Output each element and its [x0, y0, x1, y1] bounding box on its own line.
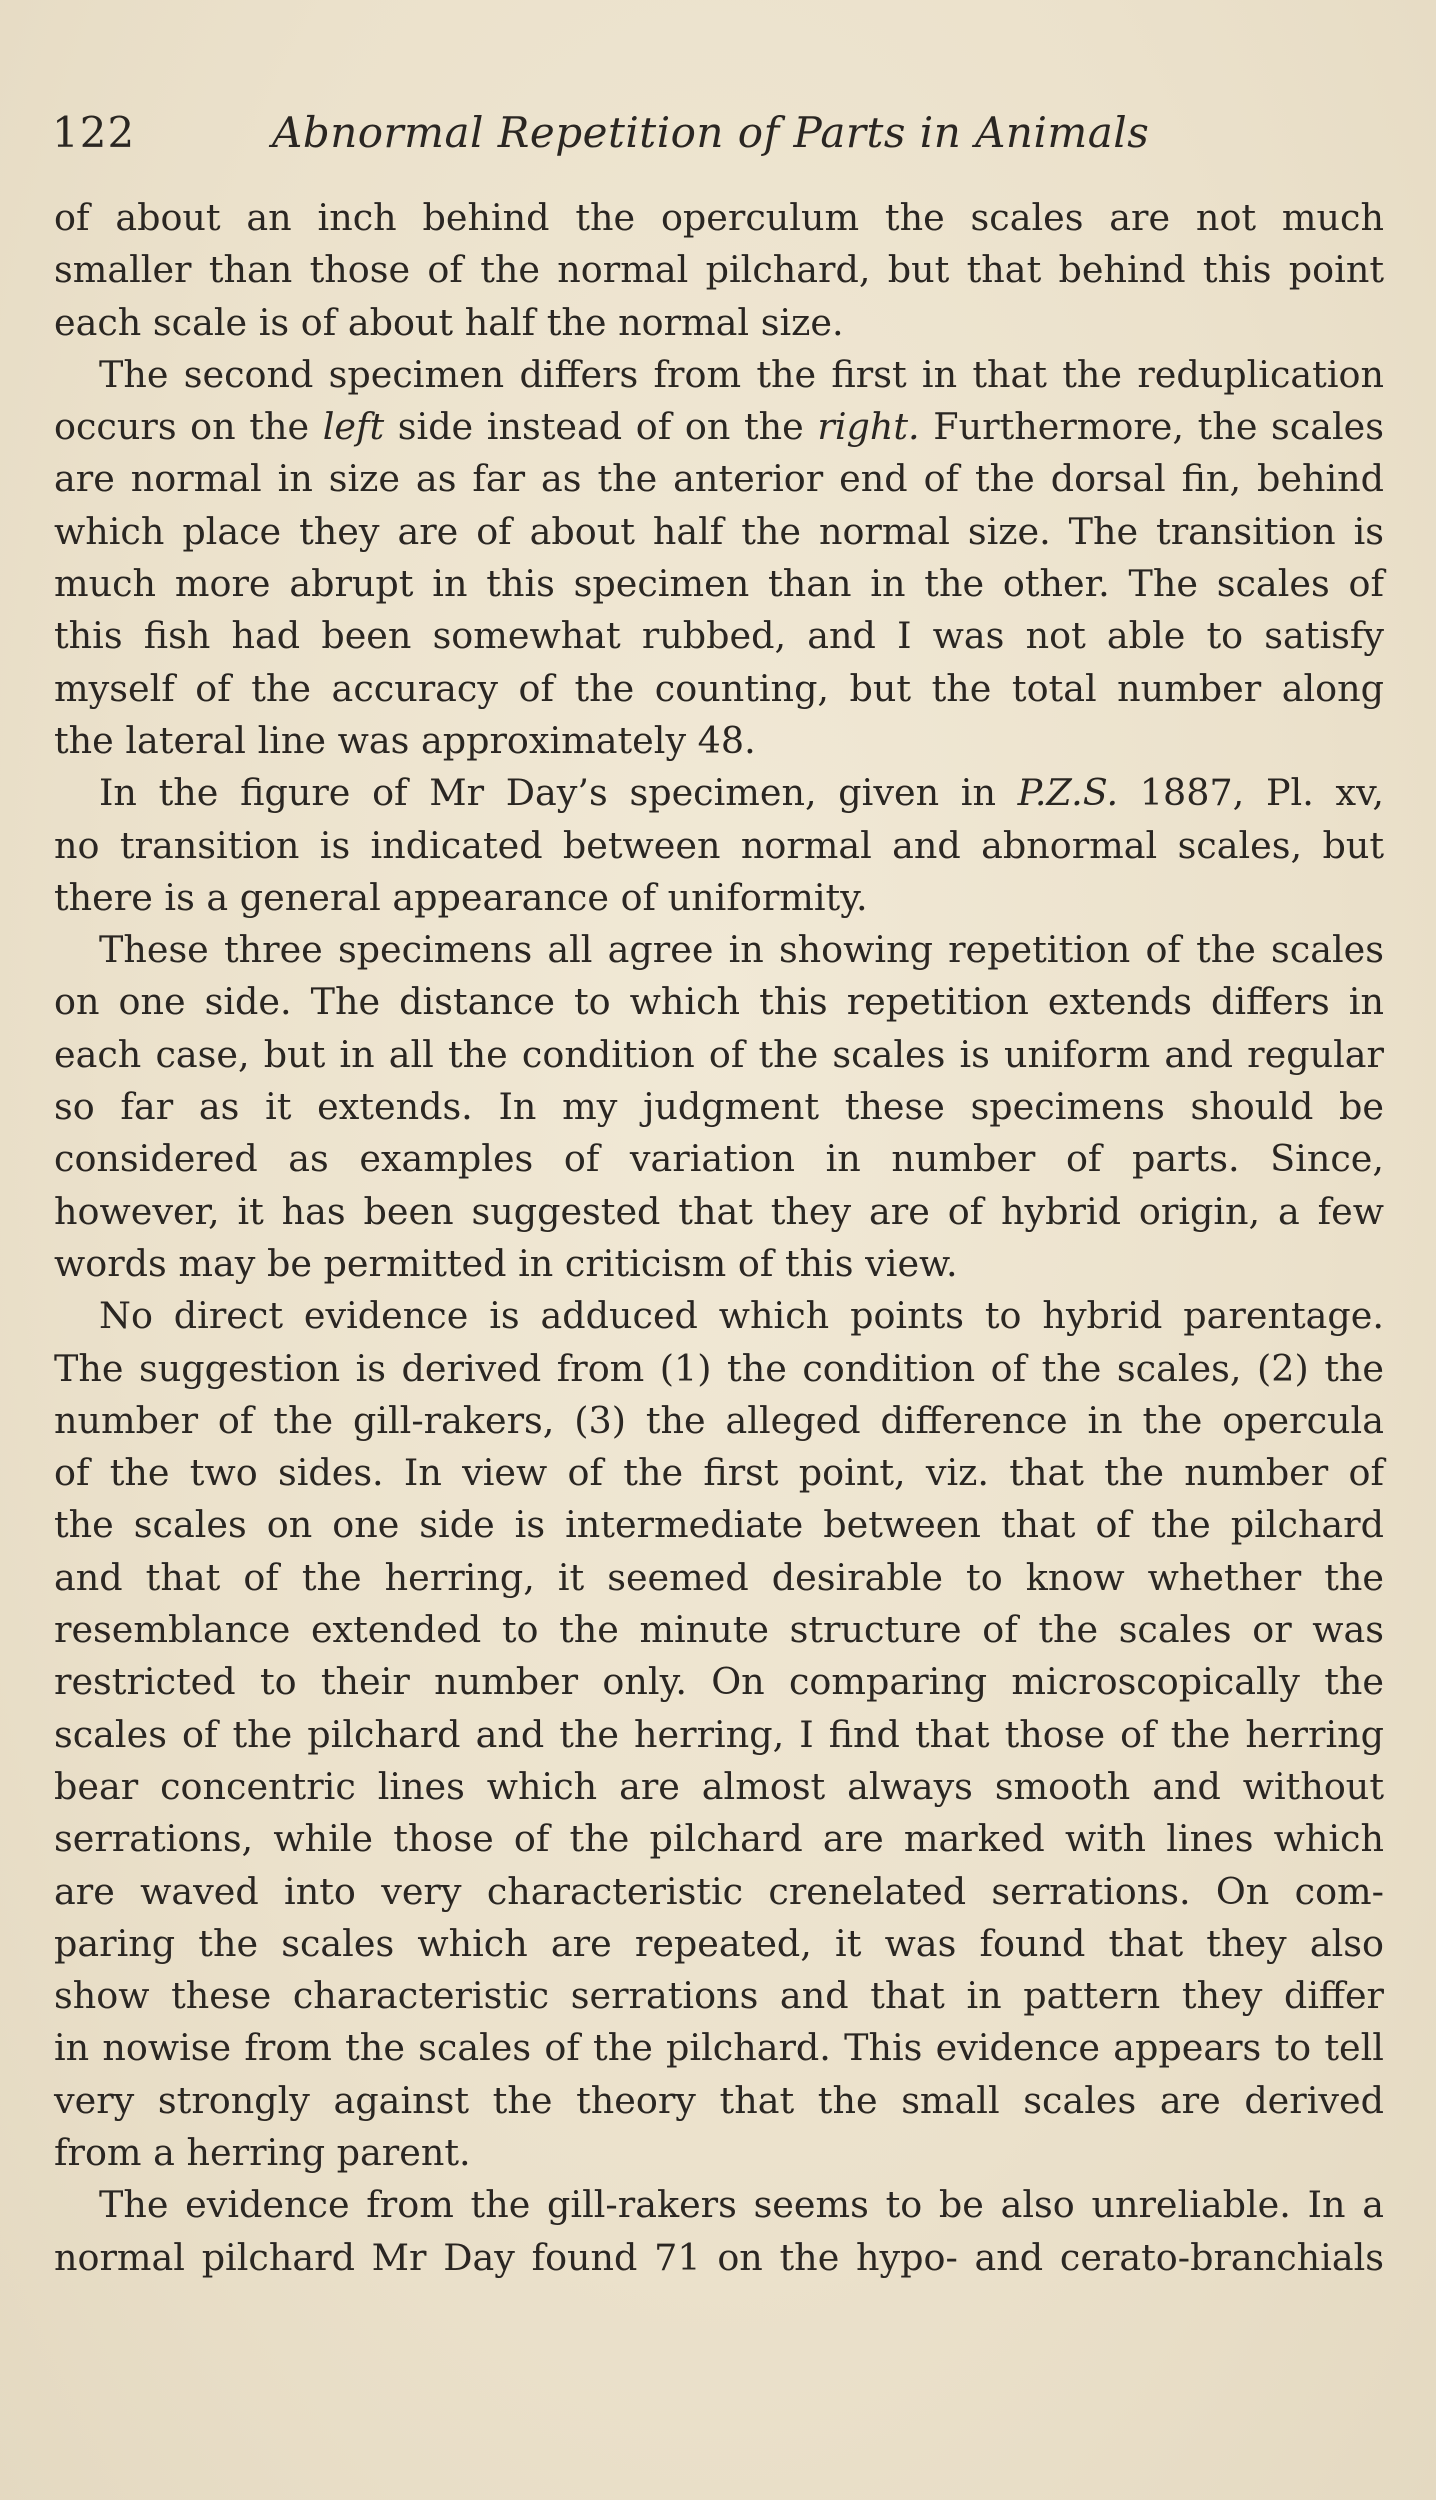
text-line: considered as examples of variation in number of parts. Since,: [54, 1137, 1384, 1181]
text-line: words may be permitted in criticism of this view.: [54, 1241, 958, 1285]
italic-word-right: right.: [817, 405, 920, 449]
text-line: [54, 401, 1384, 453]
text-line: The suggestion is derived from (1) the condition of the scales, (2) the: [54, 1346, 1384, 1390]
text-line: which place they are of about half the normal size. The transition is: [54, 509, 1384, 553]
text-line: much more abrupt in this specimen than in the other. The scales of: [54, 562, 1384, 606]
text-line: each scale is of about half the normal size.: [54, 300, 844, 344]
text-line: normal pilchard Mr Day found 71 on the hypo- and cerato-branchials: [54, 2235, 1384, 2279]
text-line: in nowise from the scales of the pilchard. This evidence appears to tell: [54, 2026, 1384, 2070]
text-line: of the two sides. In view of the first point, viz. that the number of: [54, 1451, 1384, 1495]
text-line: very strongly against the theory that the small scales are derived: [54, 2078, 1384, 2122]
text-line: however, it has been suggested that they are of hybrid origin, a few: [54, 1189, 1384, 1233]
text-line: The second specimen differs from the first in that the reduplication: [99, 352, 1384, 396]
text-run: 1887, Pl. xv,: [1118, 771, 1384, 815]
text-line: bear concentric lines which are almost always smooth and without: [54, 1764, 1384, 1808]
text-run: Furthermore, the scales: [919, 405, 1384, 449]
text-line: restricted to their number only. On comparing microscopically the: [54, 1660, 1384, 1704]
text-line: smaller than those of the normal pilchard, but that behind this point: [54, 248, 1384, 292]
page-number: 122: [52, 108, 136, 157]
text-line: and that of the herring, it seemed desirable to know whether the: [54, 1555, 1384, 1599]
running-title: Abnormal Repetition of Parts in Animals: [272, 108, 1150, 157]
text-line: this fish had been somewhat rubbed, and I was not able to satisfy: [54, 614, 1384, 658]
italic-citation: P.Z.S.: [1017, 771, 1119, 815]
text-line: from a herring parent.: [54, 2130, 471, 2174]
text-run: side instead of on the: [384, 405, 818, 449]
text-run: occurs on the: [54, 405, 323, 449]
text-line: show these characteristic serrations and that in pattern they differ: [54, 1974, 1384, 2018]
text-run: In the figure of Mr Day’s specimen, given in: [99, 771, 1018, 815]
text-line: of about an inch behind the operculum the scales are not much: [54, 196, 1384, 239]
text-line: are waved into very characteristic crenelated serrations. On com-: [54, 1869, 1384, 1913]
text-line: scales of the pilchard and the herring, I find that those of the herring: [54, 1712, 1384, 1756]
text-line: The evidence from the gill-rakers seems to be also unreliable. In a: [99, 2183, 1384, 2227]
text-line: no transition is indicated between normal and abnormal scales, but: [54, 823, 1384, 867]
text-line: These three specimens all agree in showing repetition of the scales: [99, 928, 1384, 972]
text-line: the scales on one side is intermediate between that of the pilchard: [54, 1503, 1384, 1547]
page-header: [52, 108, 1382, 168]
text-line: myself of the accuracy of the counting, but the total number along: [54, 666, 1384, 710]
text-line: resemblance extended to the minute structure of the scales or was: [54, 1608, 1384, 1652]
text-line: [54, 767, 1384, 819]
text-line: there is a general appearance of uniformity.: [54, 875, 868, 919]
body-text: [54, 192, 1384, 2284]
text-line: each case, but in all the condition of the scales is uniform and regular: [54, 1032, 1384, 1076]
text-line: paring the scales which are repeated, it was found that they also: [54, 1921, 1384, 1965]
text-line: the lateral line was approximately 48.: [54, 718, 756, 762]
text-line: on one side. The distance to which this repetition extends differs in: [54, 980, 1384, 1024]
text-line: so far as it extends. In my judgment these specimens should be: [54, 1085, 1384, 1129]
text-line: are normal in size as far as the anterior end of the dorsal fin, behind: [54, 457, 1384, 501]
text-line: No direct evidence is adduced which points to hybrid parentage.: [99, 1294, 1384, 1338]
text-line: number of the gill-rakers, (3) the alleged difference in the opercula: [54, 1398, 1384, 1442]
italic-word-left: left: [322, 405, 385, 449]
text-line: serrations, while those of the pilchard are marked with lines which: [54, 1817, 1384, 1861]
